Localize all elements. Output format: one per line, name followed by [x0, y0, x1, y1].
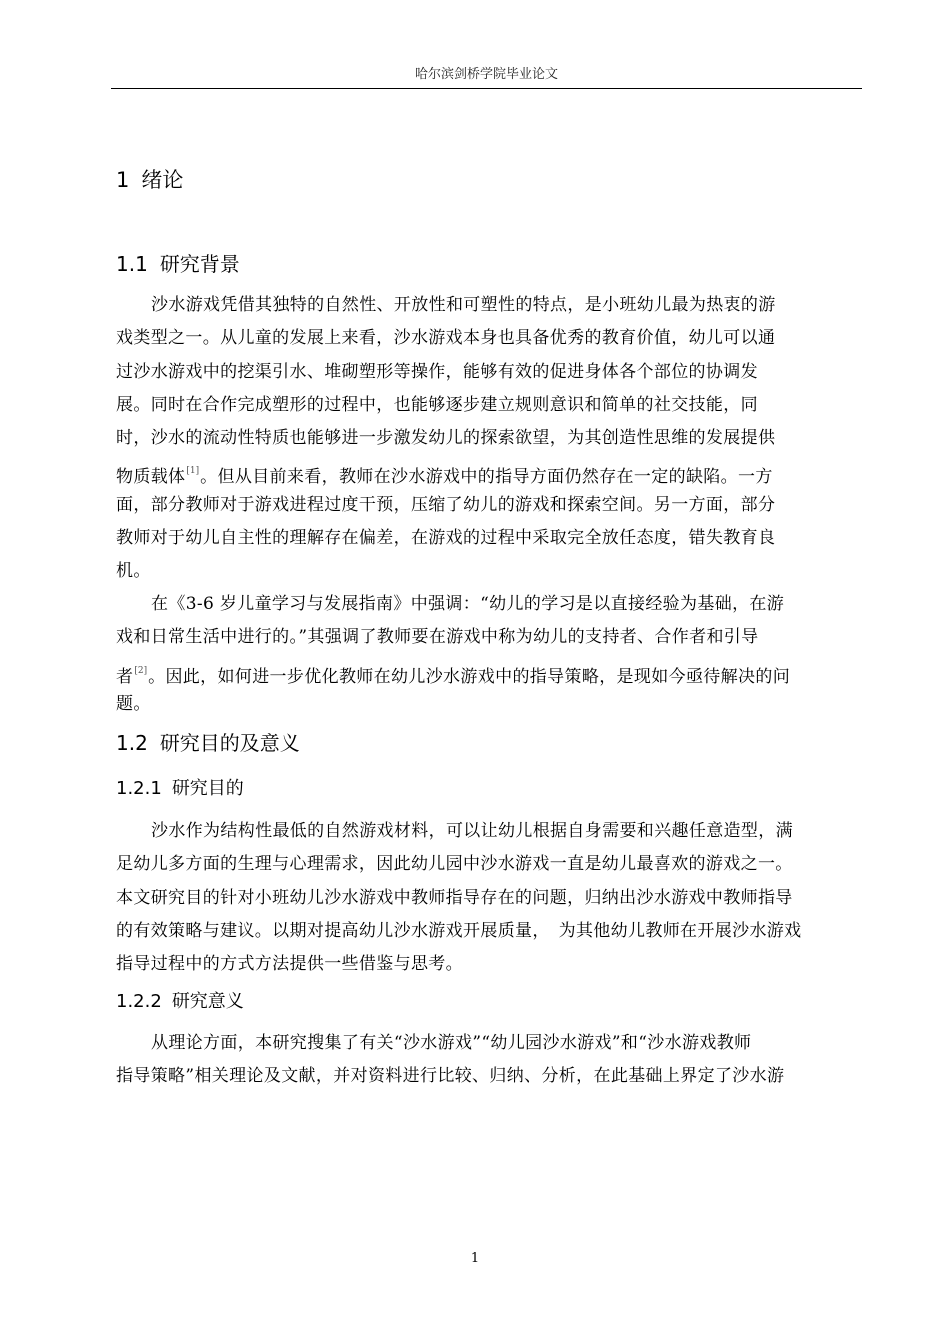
paragraph-line: 展。同时在合作完成塑形的过程中，也能够逐步建立规则意识和简单的社交技能，同: [116, 394, 758, 415]
paragraph-text: 物质载体: [116, 467, 186, 488]
background-paragraph-2: [116, 588, 866, 721]
subsection-number: 1.2.1: [116, 778, 162, 799]
paragraph-line-with-citation: [116, 655, 866, 688]
paragraph-line: 机。: [116, 561, 151, 582]
paragraph-line: 过沙水游戏中的挖渠引水、堆砌塑形等操作，能够有效的促进身体各个部位的协调发: [116, 361, 758, 382]
subsection-heading-1-2-2: [116, 988, 244, 1016]
subsection-title: 研究意义: [171, 991, 244, 1012]
header-title: 哈尔滨剑桥学院毕业论文: [414, 67, 558, 82]
paragraph-line: 指导策略”相关理论及文献，并对资料进行比较、归纳、分析，在此基础上界定了沙水游: [116, 1066, 785, 1087]
section-title: 研究目的及意义: [159, 731, 300, 755]
paragraph-line: 在《3-6 岁儿童学习与发展指南》中强调：“幼儿的学习是以直接经验为基础，在游: [151, 594, 785, 614]
subsection-number: 1.2.2: [116, 991, 162, 1012]
chapter-number: 1: [116, 168, 130, 192]
paragraph-line: 指导过程中的方式方法提供一些借鉴与思考。: [116, 954, 463, 975]
paragraph-line: 沙水游戏凭借其独特的自然性、开放性和可塑性的特点，是小班幼儿最为热衷的游: [151, 295, 776, 315]
paragraph-line: 题。: [116, 693, 151, 714]
citation-reference: [2]: [134, 665, 148, 676]
paragraph-line: 面，部分教师对于游戏进程过度干预，压缩了幼儿的游戏和探索空间。另一方面，部分: [116, 494, 776, 515]
section-number: 1.1: [116, 252, 148, 276]
section-title: 研究背景: [159, 252, 240, 276]
paragraph-text: 者: [116, 666, 134, 687]
citation-reference: [1]: [186, 466, 200, 477]
purpose-paragraph: [116, 815, 866, 981]
paragraph-line: 的有效策略与建议。以期对提高幼儿沙水游戏开展质量， 为其他幼儿教师在开展沙水游戏: [116, 920, 802, 941]
paragraph-text: 。但从目前来看，教师在沙水游戏中的指导方面仍然存在一定的缺陷。一方: [200, 467, 773, 488]
paragraph-line: 戏和日常生活中进行的。”其强调了教师要在游戏中称为幼儿的支持者、合作者和引导: [116, 627, 759, 648]
paragraph-text: 。因此，如何进一步优化教师在幼儿沙水游戏中的指导策略，是现如今亟待解决的问: [148, 666, 791, 687]
section-heading-1-2: [116, 728, 300, 758]
chapter-title: 绪论: [141, 168, 184, 192]
paragraph-line: 教师对于幼儿自主性的理解存在偏差，在游戏的过程中采取完全放任态度，错失教育良: [116, 528, 776, 549]
paragraph-line: 戏类型之一。从儿童的发展上来看，沙水游戏本身也具备优秀的教育价值，幼儿可以通: [116, 328, 776, 349]
subsection-heading-1-2-1: [116, 775, 244, 803]
paragraph-line: 从理论方面，本研究搜集了有关“沙水游戏”“幼儿园沙水游戏”和“沙水游戏教师: [151, 1033, 752, 1053]
section-number: 1.2: [116, 731, 148, 755]
background-paragraph-1: [116, 289, 866, 589]
paragraph-line-with-citation: [116, 455, 866, 488]
paragraph-line: 时，沙水的流动性特质也能够进一步激发幼儿的探索欲望，为其创造性思维的发展提供: [116, 428, 776, 449]
significance-paragraph: [116, 1027, 866, 1094]
page-number: 1: [470, 1251, 480, 1266]
chapter-heading: [116, 164, 183, 196]
section-heading-1-1: [116, 249, 240, 279]
subsection-title: 研究目的: [171, 778, 244, 799]
paragraph-line: 沙水作为结构性最低的自然游戏材料，可以让幼儿根据自身需要和兴趣任意造型，满: [151, 821, 793, 841]
paragraph-line: 足幼儿多方面的生理与心理需求，因此幼儿园中沙水游戏一直是幼儿最喜欢的游戏之一。: [116, 854, 793, 875]
running-header: [111, 64, 862, 89]
paragraph-line: 本文研究目的针对小班幼儿沙水游戏中教师指导存在的问题，归纳出沙水游戏中教师指导: [116, 887, 793, 908]
